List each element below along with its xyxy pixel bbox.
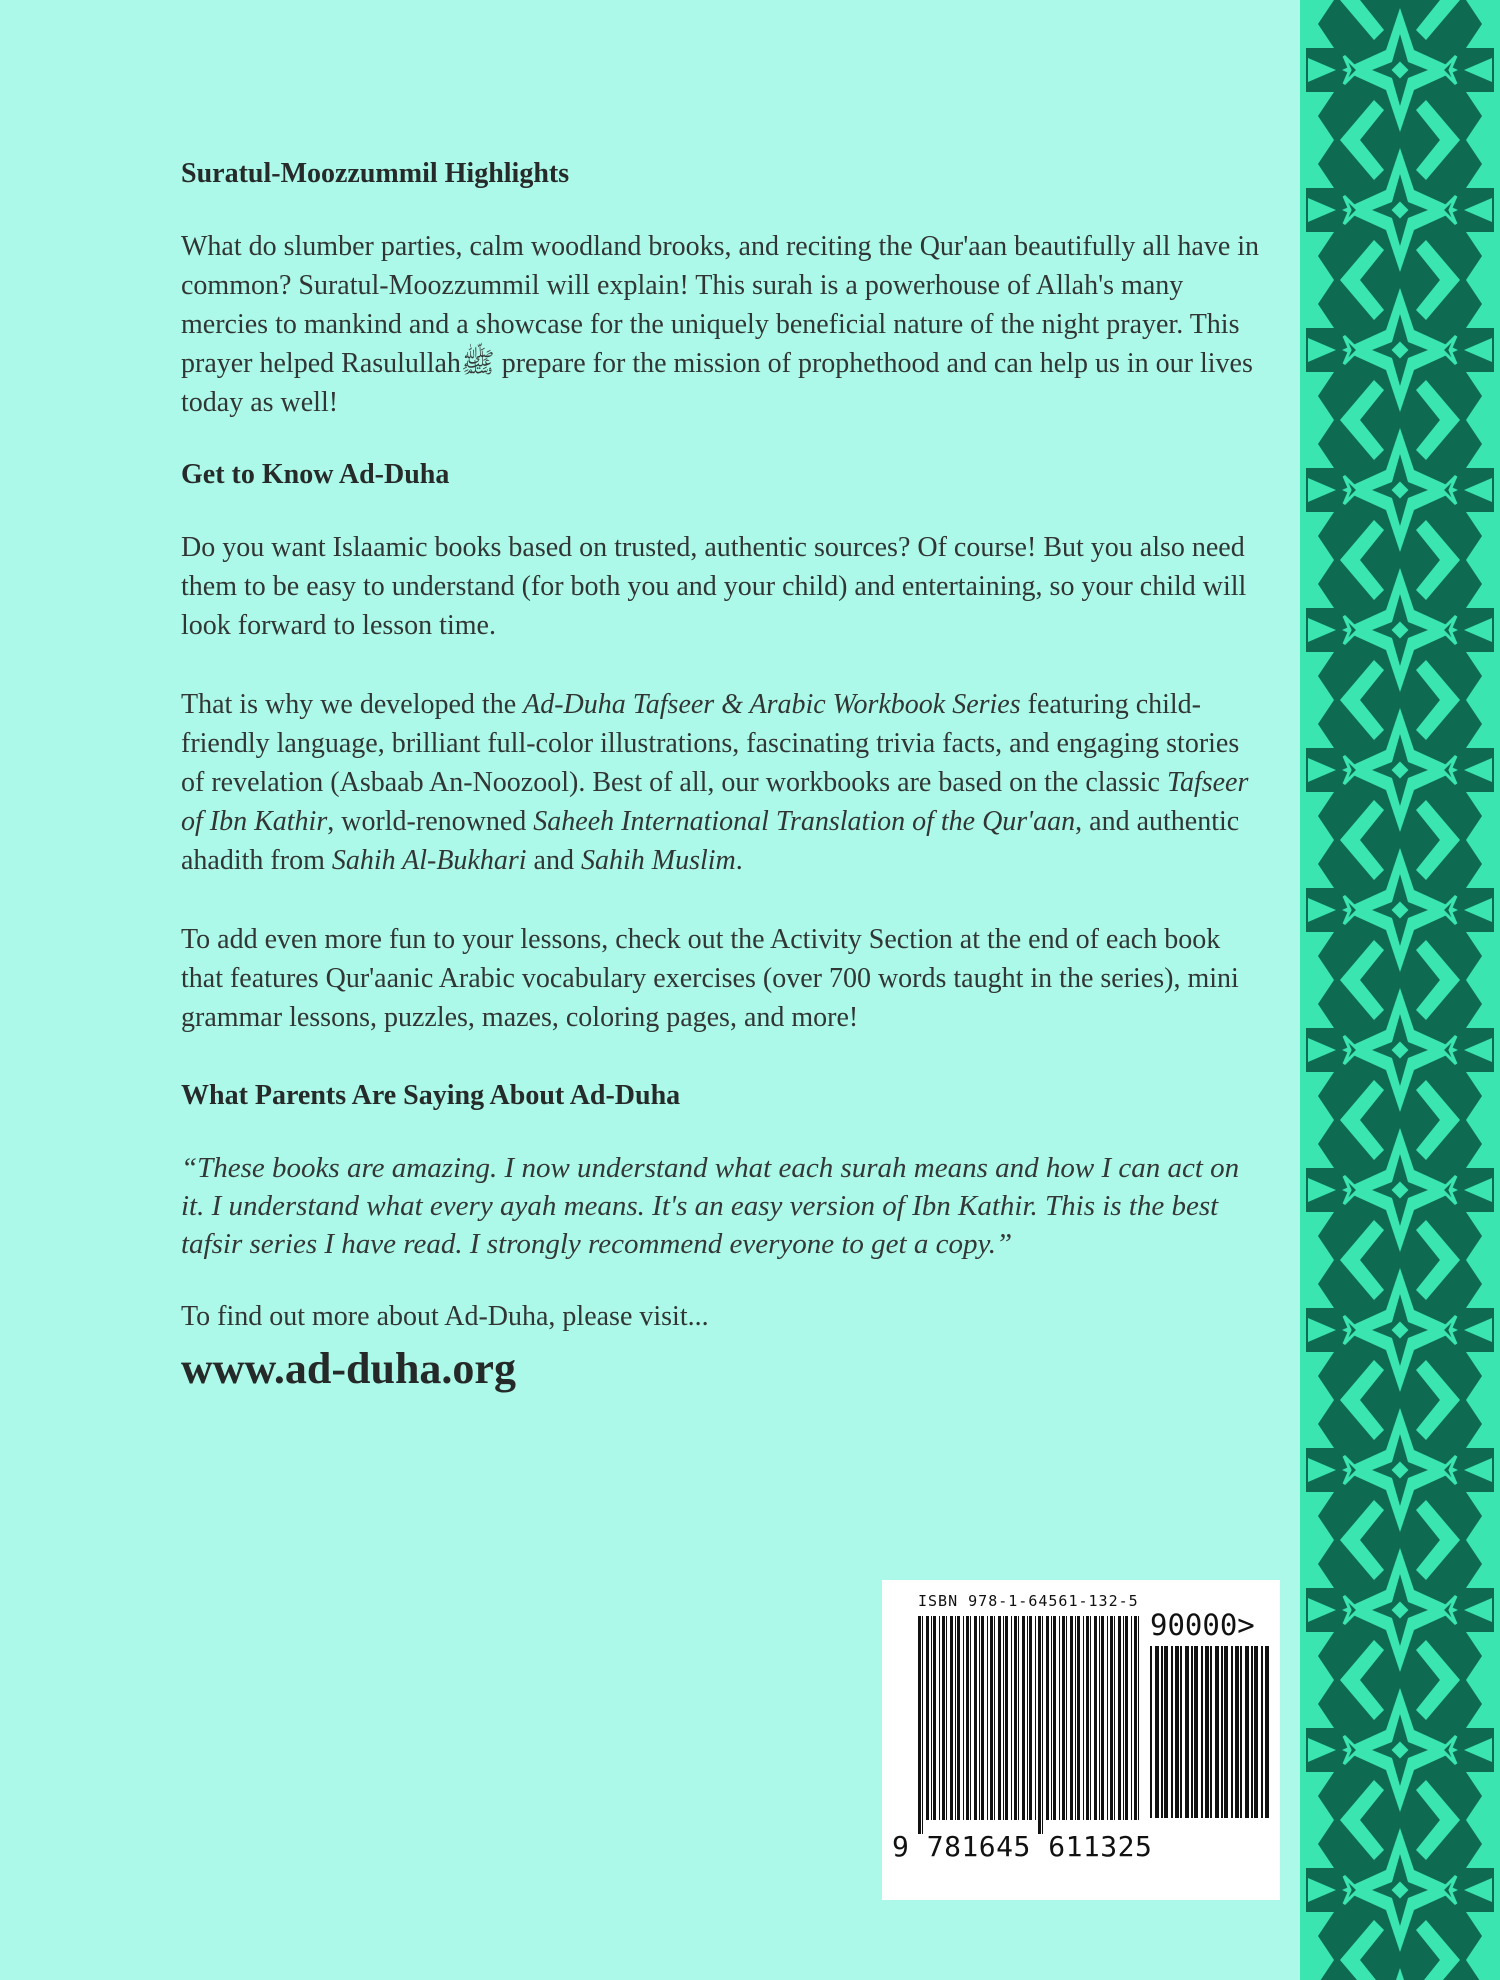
about-paragraph-2	[181, 685, 1261, 880]
barcode-bar	[1066, 1616, 1067, 1820]
isbn-barcode	[882, 1580, 1280, 1900]
barcode-bar	[1221, 1646, 1223, 1818]
barcode-bar	[1099, 1616, 1100, 1820]
series-title: Ad-Duha Tafseer & Arabic Workbook Series	[523, 689, 1021, 720]
barcode-bar	[1134, 1616, 1137, 1820]
barcode-bar	[1138, 1616, 1139, 1820]
muslim-title: Sahih Muslim	[580, 845, 736, 876]
barcode-bar	[1053, 1616, 1056, 1820]
barcode-bar	[1201, 1646, 1203, 1818]
barcode-bar	[966, 1616, 969, 1820]
barcode-bar	[1150, 1646, 1152, 1818]
barcode-bar	[979, 1616, 980, 1820]
barcode-bar	[1046, 1616, 1049, 1820]
barcode-bar	[950, 1616, 953, 1820]
barcode-bar	[1261, 1646, 1263, 1818]
p2-text-e: and	[526, 845, 581, 876]
about-paragraph-1: Do you want Islaamic books based on trusted, authentic sources? Of course! But you also need them to be easy to understand (for both you and your child) and entertaining, so your child will look forward to lesson time.	[181, 532, 1247, 641]
barcode-bar	[1155, 1646, 1159, 1818]
barcode-bar	[1107, 1616, 1108, 1820]
barcode-bar	[990, 1616, 993, 1820]
back-cover-text	[181, 155, 1261, 1396]
barcode-bar	[1070, 1616, 1073, 1820]
barcode-bar	[1171, 1646, 1173, 1818]
barcode-bar	[1245, 1646, 1249, 1818]
barcode-bar	[1011, 1616, 1012, 1820]
barcode-bar	[1205, 1646, 1209, 1818]
barcode-bar	[1210, 1646, 1212, 1818]
barcode-bar	[1110, 1616, 1113, 1820]
barcode-bar	[918, 1616, 921, 1834]
barcode-bar	[1215, 1646, 1219, 1818]
about-paragraph-3: To add even more fun to your lessons, check out the Activity Section at the end of each book that features Qur'aanic Arabic vocabulary exercises (over 700 words taught in the series), mini grammar lessons, puzzles, mazes, coloring pages, and more!	[181, 924, 1239, 1033]
barcode-bar	[1101, 1616, 1104, 1820]
barcode-bar	[931, 1616, 932, 1820]
barcode-bar	[1022, 1616, 1025, 1820]
barcode-bar	[1077, 1616, 1080, 1820]
barcode-bar	[1231, 1646, 1233, 1818]
barcode-bar	[1090, 1616, 1091, 1820]
barcode-bar	[1086, 1616, 1089, 1820]
barcode-bar	[970, 1616, 971, 1820]
barcode-bar	[1003, 1616, 1004, 1820]
barcode-bar	[1161, 1646, 1163, 1818]
barcode-bar	[1042, 1616, 1043, 1834]
barcode-bar	[926, 1616, 929, 1820]
barcode-bar	[1114, 1616, 1115, 1820]
barcode-bar	[1164, 1646, 1168, 1818]
p2-text-f: .	[735, 845, 743, 876]
barcode-bar	[1083, 1616, 1084, 1820]
barcode-bar	[1224, 1646, 1228, 1818]
barcode-bar	[1075, 1616, 1076, 1820]
barcode-bar	[1051, 1616, 1052, 1820]
barcode-bar	[1118, 1616, 1121, 1820]
barcode-bar	[1029, 1616, 1032, 1820]
tafseer-title: Tafseer of Ibn Kathir	[181, 767, 1249, 837]
barcode-bar	[1265, 1646, 1269, 1818]
testimonial-quote: “These books are amazing. I now understand what each surah means and how I can act on it. I understand what every ayah means. It's an easy version of Ibn Kathir. This is the best tafsir series I have read. I strongly recommend everyone to get a copy.”	[181, 1152, 1240, 1260]
about-heading: Get to Know Ad-Duha	[181, 459, 450, 490]
p2-text-d: , and authentic ahadith from	[181, 806, 1240, 876]
barcode-bar	[939, 1616, 940, 1820]
barcode-bar	[1005, 1616, 1008, 1820]
barcode-bar	[1059, 1616, 1060, 1820]
barcode-bar	[922, 1616, 923, 1834]
barcode-bar	[1175, 1646, 1179, 1818]
barcode-bar	[1027, 1616, 1028, 1820]
barcode-digits: 9 781645 611325	[892, 1830, 1153, 1863]
barcode-bar	[942, 1616, 945, 1820]
p2-text-b: featuring child-friendly language, brilliant full-color illustrations, fascinating trivia facts, and engaging stories of revelation (Asbaab An-Noozool). Best of all, our workbooks are based on the classic	[181, 689, 1240, 798]
barcode-bar	[1035, 1616, 1036, 1820]
barcode-bar	[1038, 1616, 1041, 1834]
barcode-bar	[946, 1616, 947, 1820]
price-code: 90000>	[1150, 1608, 1255, 1642]
barcode-bar	[963, 1616, 964, 1820]
decorative-border-pattern	[1300, 0, 1500, 1980]
barcode-bar	[994, 1616, 995, 1820]
translation-title: Saheeh International Translation of the Qur'aan	[533, 806, 1076, 837]
barcode-bar	[998, 1616, 1001, 1820]
testimonial-heading: What Parents Are Saying About Ad-Duha	[181, 1080, 681, 1111]
visit-text: To find out more about Ad-Duha, please visit...	[181, 1301, 709, 1332]
barcode-bar	[1094, 1616, 1097, 1820]
barcode-bar	[987, 1616, 988, 1820]
p2-text-a: That is why we developed the	[181, 689, 524, 720]
barcode-addon-bars	[1150, 1646, 1270, 1832]
website-link[interactable]: www.ad-duha.org	[181, 1344, 516, 1393]
barcode-bar	[1123, 1616, 1124, 1820]
highlights-paragraph: What do slumber parties, calm woodland brooks, and reciting the Qur'aan beautifully all have in common? Suratul-Moozzummil will explain! This surah is a powerhouse of Allah's many mercies to mankind and a showcase for the uniquely beneficial nature of the night prayer. This prayer helped Rasulullahﷺ prepare for the mission of prophethood and can help us in our lives today as well!	[181, 231, 1260, 418]
barcode-bar	[1125, 1616, 1128, 1820]
barcode-bar	[1180, 1646, 1182, 1818]
barcode-bar	[955, 1616, 956, 1820]
p2-text-c: , world-renowned	[327, 806, 534, 837]
barcode-bar	[957, 1616, 960, 1820]
barcode-bar	[981, 1616, 984, 1820]
isbn-label: ISBN 978-1-64561-132-5	[918, 1592, 1139, 1610]
barcode-bar	[1185, 1646, 1189, 1818]
barcode-bar	[933, 1616, 936, 1820]
barcode-bar	[1235, 1646, 1239, 1818]
barcode-bar	[1251, 1646, 1253, 1818]
bukhari-title: Sahih Al-Bukhari	[331, 845, 527, 876]
barcode-bar	[1240, 1646, 1242, 1818]
barcode-bar	[1062, 1616, 1065, 1820]
barcode-bar	[1018, 1616, 1019, 1820]
barcode-bar	[974, 1616, 977, 1820]
barcode-bar	[1131, 1616, 1132, 1820]
barcode-bar	[1254, 1646, 1258, 1818]
barcode-bar	[1194, 1646, 1198, 1818]
highlights-heading: Suratul-Moozzummil Highlights	[181, 158, 570, 189]
barcode-bar	[1191, 1646, 1193, 1818]
barcode-bars	[918, 1616, 1143, 1834]
barcode-bar	[1014, 1616, 1017, 1820]
